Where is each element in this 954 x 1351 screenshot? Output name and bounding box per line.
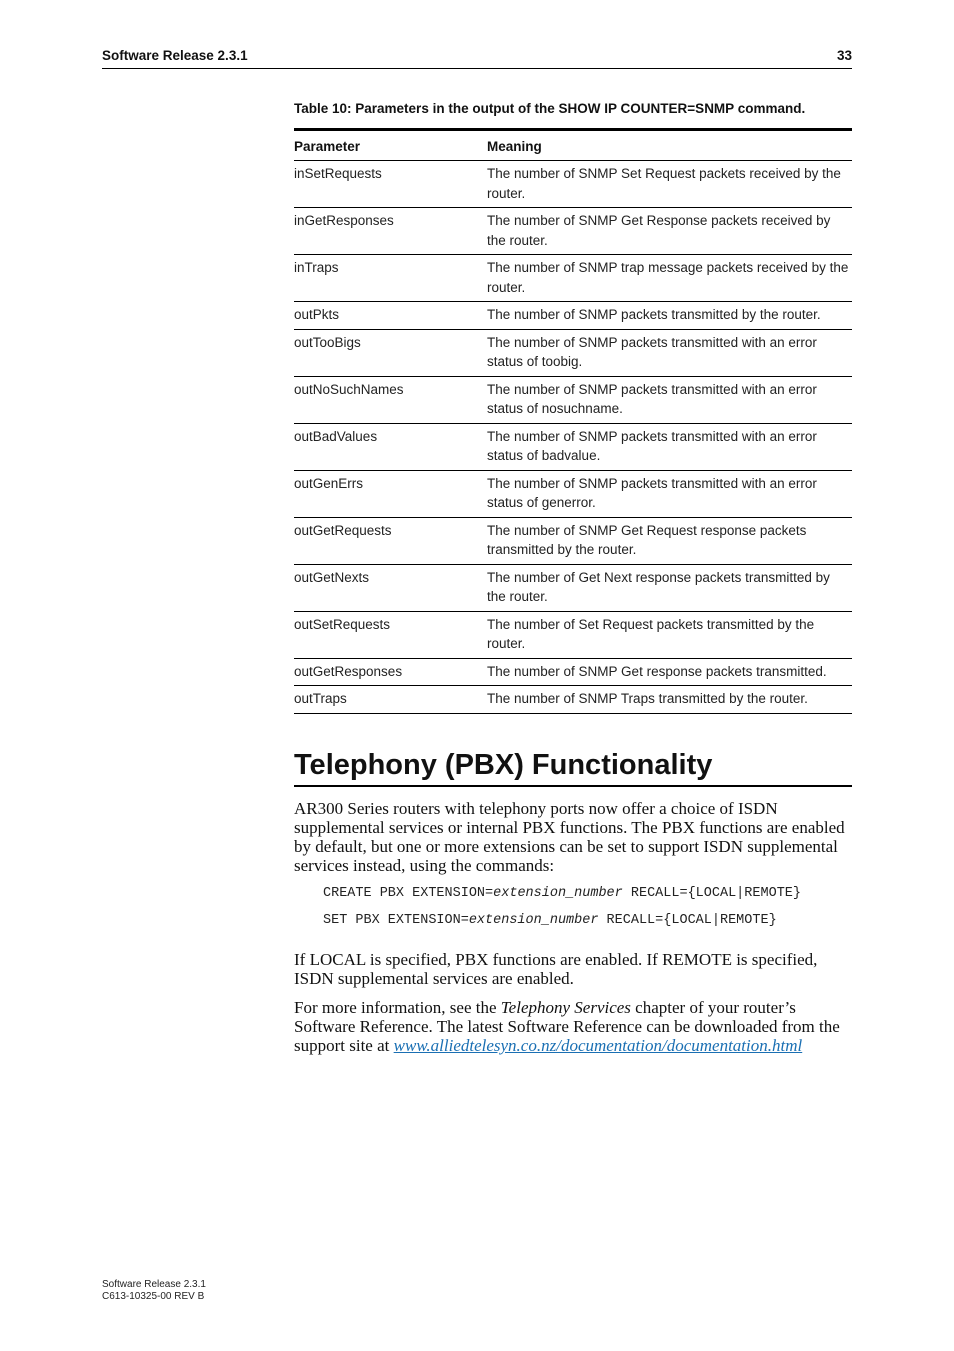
recall-explanation-paragraph: If LOCAL is specified, PBX functions are enabled. If REMOTE is specified, ISDN supplemental services are enabled.: [294, 950, 818, 988]
parameter-name: outNoSuchNames: [294, 381, 404, 397]
parameter-meaning: The number of SNMP trap message packets received by the router.: [487, 260, 849, 295]
intro-paragraph: AR300 Series routers with telephony ports now offer a choice of ISDN supplemental services or internal PBX functions. The PBX functions are enabled by default, but one or more extensions can be set to support ISDN supplemental services instead, using the commands:: [294, 799, 845, 875]
table-caption: Table 10: Parameters in the output of the SHOW IP COUNTER=SNMP command.: [294, 101, 806, 116]
parameter-name: outGenErrs: [294, 475, 364, 491]
table-row: [294, 377, 852, 424]
reference-title: Telephony Services: [500, 998, 631, 1017]
parameter-meaning: The number of Get Next response packets transmitted by the router.: [487, 569, 830, 604]
parameter-name: outGetResponses: [294, 663, 403, 679]
table-header-row: [294, 131, 852, 161]
paragraph-text: For more information, see the: [294, 998, 501, 1017]
parameter-name: outGetRequests: [294, 522, 392, 538]
column-header-parameter: Parameter: [294, 139, 361, 154]
footer-doc-number: C613-10325-00 REV B: [102, 1291, 205, 1302]
parameter-meaning: The number of SNMP Get Request response packets transmitted by the router.: [487, 522, 807, 557]
parameter-name: inTraps: [294, 260, 339, 275]
command-argument: extension_number: [493, 886, 623, 901]
page-footer: [102, 1279, 206, 1303]
section-heading: Telephony (PBX) Functionality: [294, 746, 852, 787]
command-create-pbx: [323, 886, 801, 901]
parameter-meaning: The number of SNMP Get Response packets received by the router.: [487, 213, 831, 248]
command-argument: extension_number: [468, 913, 599, 928]
paragraph-text: chapter of your router’s Software Reference. The latest Software Reference can be downloaded from the support site at: [294, 998, 840, 1055]
table-row: [294, 424, 852, 471]
parameter-meaning: The number of SNMP packets transmitted with an error status of badvalue.: [487, 428, 817, 463]
parameter-name: outTooBigs: [294, 334, 361, 350]
parameter-meaning: The number of SNMP packets transmitted with an error status of nosuchname.: [487, 381, 817, 416]
table-row: [294, 208, 852, 255]
column-header-meaning: Meaning: [487, 139, 542, 154]
parameter-meaning: The number of SNMP Get response packets transmitted.: [487, 663, 827, 679]
command-text: CREATE PBX EXTENSION=: [323, 886, 494, 901]
parameter-name: outGetNexts: [294, 569, 370, 585]
table-row: [294, 161, 852, 208]
command-set-pbx: [323, 913, 777, 928]
table-row: [294, 612, 852, 659]
more-info-paragraph: [294, 998, 852, 1055]
table-row: [294, 255, 852, 302]
table-row: [294, 518, 852, 565]
parameter-meaning: The number of SNMP Traps transmitted by the router.: [487, 691, 808, 706]
parameter-meaning: The number of SNMP packets transmitted with an error status of generror.: [487, 475, 817, 510]
parameter-meaning: The number of Set Request packets transmitted by the router.: [487, 616, 815, 651]
parameter-meaning: The number of SNMP packets transmitted with an error status of toobig.: [487, 334, 817, 369]
parameter-name: inSetRequests: [294, 166, 382, 181]
table-row: [294, 659, 852, 687]
parameter-name: outSetRequests: [294, 616, 391, 632]
parameter-meaning: The number of SNMP packets transmitted by the router.: [487, 307, 821, 322]
parameter-name: outTraps: [294, 691, 347, 706]
parameter-name: outPkts: [294, 307, 340, 322]
command-text: RECALL={LOCAL|REMOTE}: [598, 913, 777, 928]
table-row: [294, 330, 852, 377]
command-text: SET PBX EXTENSION=: [323, 913, 469, 928]
header-title: Software Release 2.3.1: [102, 48, 248, 63]
parameters-table: [294, 128, 852, 714]
parameter-meaning: The number of SNMP Set Request packets received by the router.: [487, 166, 841, 201]
table-row: [294, 686, 852, 714]
parameter-name: outBadValues: [294, 428, 378, 444]
page-header: [102, 48, 852, 69]
table-row: [294, 471, 852, 518]
footer-release: Software Release 2.3.1: [102, 1279, 206, 1290]
documentation-link[interactable]: www.alliedtelesyn.co.nz/documentation/documentation.html: [393, 1036, 803, 1055]
page-number: 33: [836, 48, 852, 63]
parameter-name: inGetResponses: [294, 213, 394, 228]
command-text: RECALL={LOCAL|REMOTE}: [622, 886, 801, 901]
table-row: [294, 565, 852, 612]
table-row: [294, 302, 852, 330]
